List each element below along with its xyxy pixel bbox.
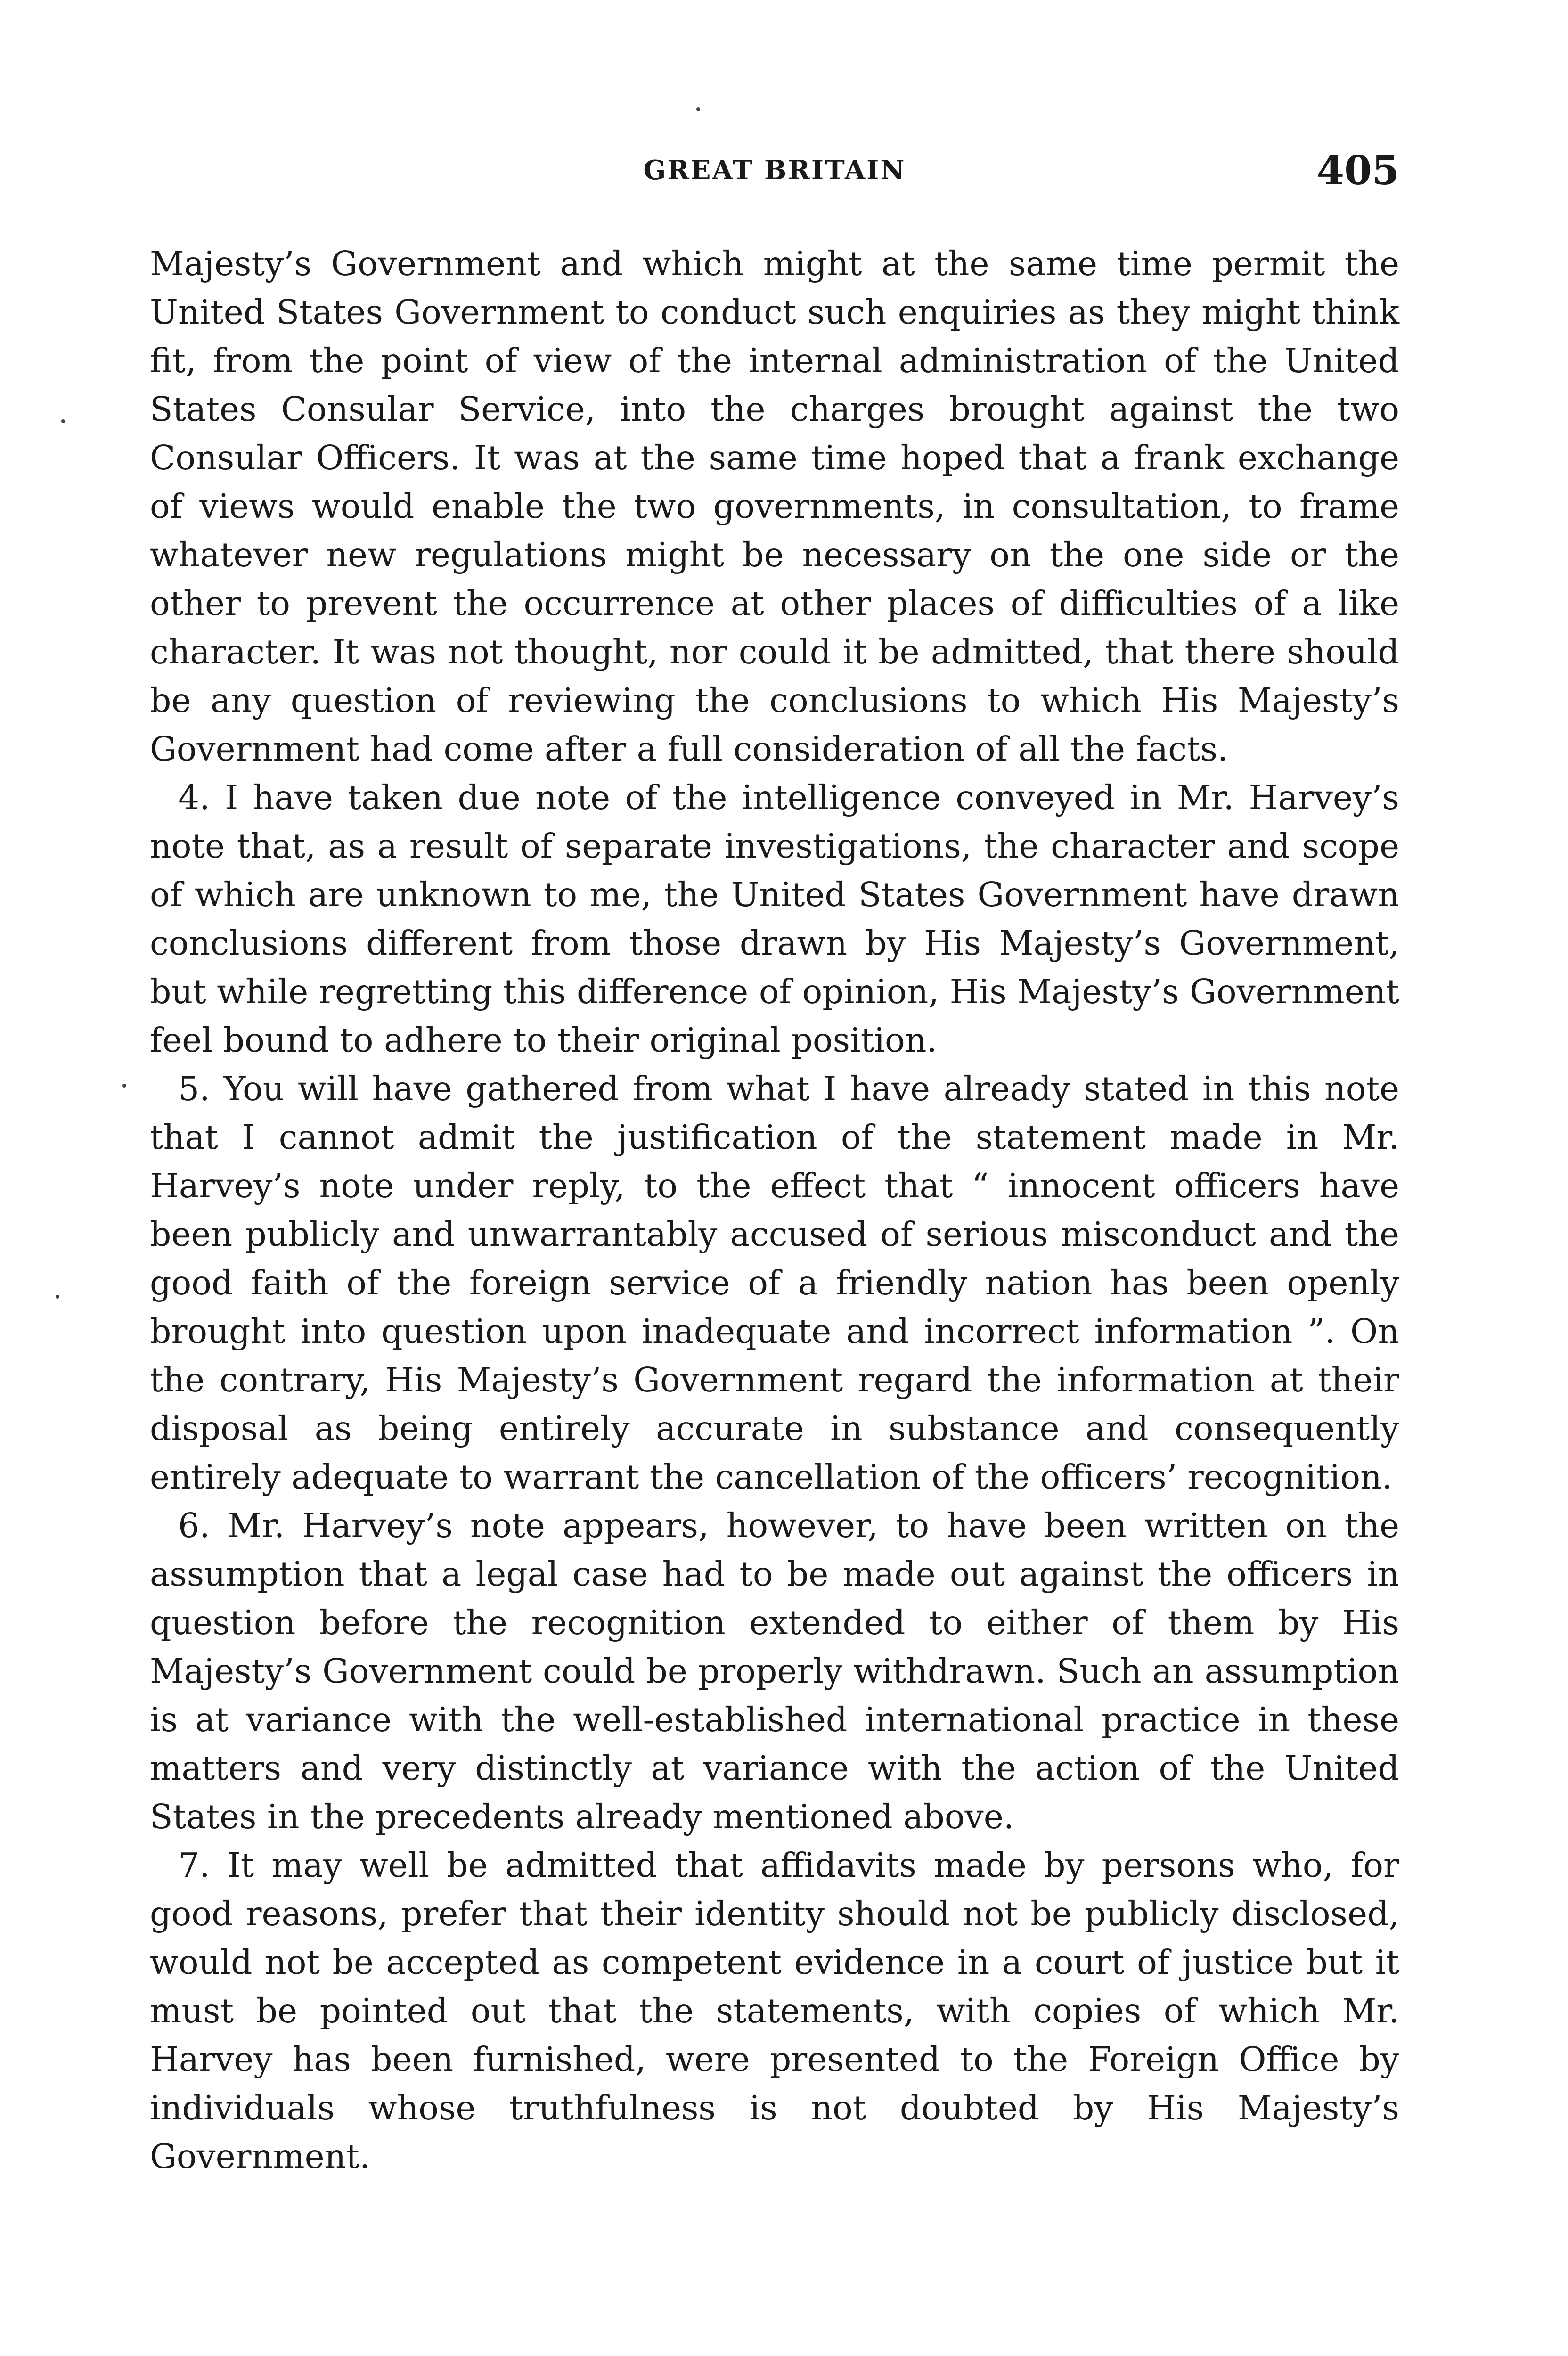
paragraph-5: 5. You will have gathered from what I have already stated in this note that I cannot admit the justification of the statement made in Mr. Harvey’s note under reply, to the effect that “ innocent officers have been publicly and unwarrantably accused of serious misconduct and the good faith of the foreign service of a friendly nation has been openly brought into question upon inadequate and incorrect information ”. On the contrary, His Majesty’s Government regard the information at their disposal as being entirely accurate in substance and consequently entirely adequate to warrant the cancellation of the officers’ recognition. [150, 1069, 1399, 1497]
paragraph-6: 6. Mr. Harvey’s note appears, however, to have been written on the assumption that a legal case had to be made out against the officers in question before the recognition extended to either of them by His Majesty’s Government could be properly withdrawn. Such an assumption is at variance with the well-established international practice in these matters and very distinctly at variance with the action of the United States in the precedents already mentioned above. [150, 1506, 1399, 1836]
scan-speck [61, 419, 65, 423]
paragraph-continuation: Majesty’s Government and which might at the same time permit the United States Government to conduct such enquiries as they might think fit, from the point of view of the internal administration of the United States Consular Service, into the charges brought against the two Consular Officers. It was at the same time hoped that a frank exchange of views would enable the two governments, in consultation, to frame whatever new regulations might be necessary on the one side or the other to prevent the occurrence at other places of difficulties of a like character. It was not thought, nor could it be admitted, that there should be any question of reviewing the conclusions to which His Majesty’s Government had come after a full consideration of all the facts. [150, 244, 1399, 769]
page-number: 405 [1316, 147, 1399, 194]
scan-speck [122, 1084, 126, 1088]
paragraph-4: 4. I have taken due note of the intelligence conveyed in Mr. Harvey’s note that, as a result of separate investigations, the character and scope of which are unknown to me, the United States Government have drawn conclusions different from those drawn by His Majesty’s Government, but while regretting this difference of opinion, His Majesty’s Government feel bound to adhere to their original position. [150, 778, 1399, 1060]
document-body [150, 239, 1399, 2181]
scan-speck [696, 107, 700, 111]
running-title: GREAT BRITAIN [643, 155, 906, 186]
scan-speck [56, 1295, 59, 1299]
page-header [150, 147, 1399, 197]
paragraph-7: 7. It may well be admitted that affidavits made by persons who, for good reasons, prefer that their identity should not be publicly disclosed, would not be accepted as competent evidence in a court of justice but it must be pointed out that the statements, with copies of which Mr. Harvey has been furnished, were presented to the Foreign Office by individuals whose truthfulness is not doubted by His Majesty’s Government. [150, 1846, 1399, 2176]
